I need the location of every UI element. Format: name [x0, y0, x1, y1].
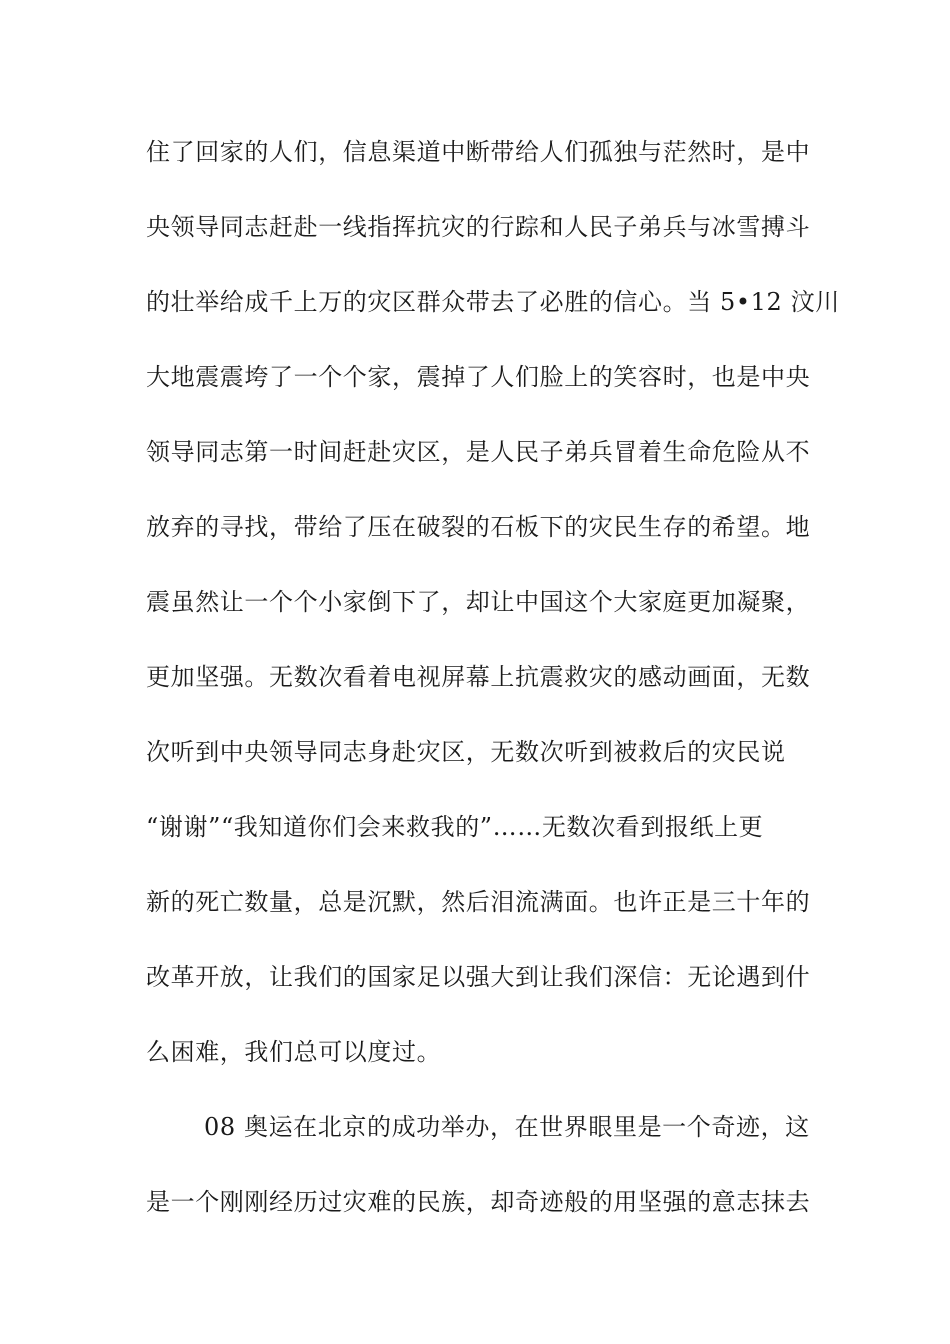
- text-line: 的壮举给成千上万的灾区群众带去了必胜的信心。当 5•12 汶川: [146, 288, 840, 316]
- text-line: 领导同志第一时间赶赴灾区，是人民子弟兵冒着生命危险从不: [146, 438, 811, 466]
- text-line: 央领导同志赶赴一线指挥抗灾的行踪和人民子弟兵与冰雪搏斗: [146, 213, 811, 241]
- text-line: 住了回家的人们，信息渠道中断带给人们孤独与茫然时，是中: [146, 138, 811, 166]
- text-line: 么困难，我们总可以度过。: [146, 1038, 442, 1066]
- paragraph-2: [146, 1107, 810, 1257]
- paragraph-1: [146, 132, 840, 1107]
- text-line: 震虽然让一个个小家倒下了，却让中国这个大家庭更加凝聚，: [146, 588, 811, 616]
- text-line: 08 奥运在北京的成功举办，在世界眼里是一个奇迹，这: [204, 1113, 810, 1141]
- text-line: “谢谢”“我知道你们会来救我的”……无数次看到报纸上更: [146, 813, 764, 841]
- text-line: 大地震震垮了一个个家，震掉了人们脸上的笑容时，也是中央: [146, 363, 811, 391]
- text-line: 次听到中央领导同志身赴灾区，无数次听到被救后的灾民说: [146, 738, 786, 766]
- text-line: 放弃的寻找，带给了压在破裂的石板下的灾民生存的希望。地: [146, 513, 811, 541]
- body-text: [146, 132, 840, 1257]
- text-line: 更加坚强。无数次看着电视屏幕上抗震救灾的感动画面，无数: [146, 663, 811, 691]
- text-line: 是一个刚刚经历过灾难的民族，却奇迹般的用坚强的意志抹去: [146, 1188, 811, 1216]
- text-line: 改革开放，让我们的国家足以强大到让我们深信：无论遇到什: [146, 963, 811, 991]
- text-line: 新的死亡数量，总是沉默，然后泪流满面。也许正是三十年的: [146, 888, 811, 916]
